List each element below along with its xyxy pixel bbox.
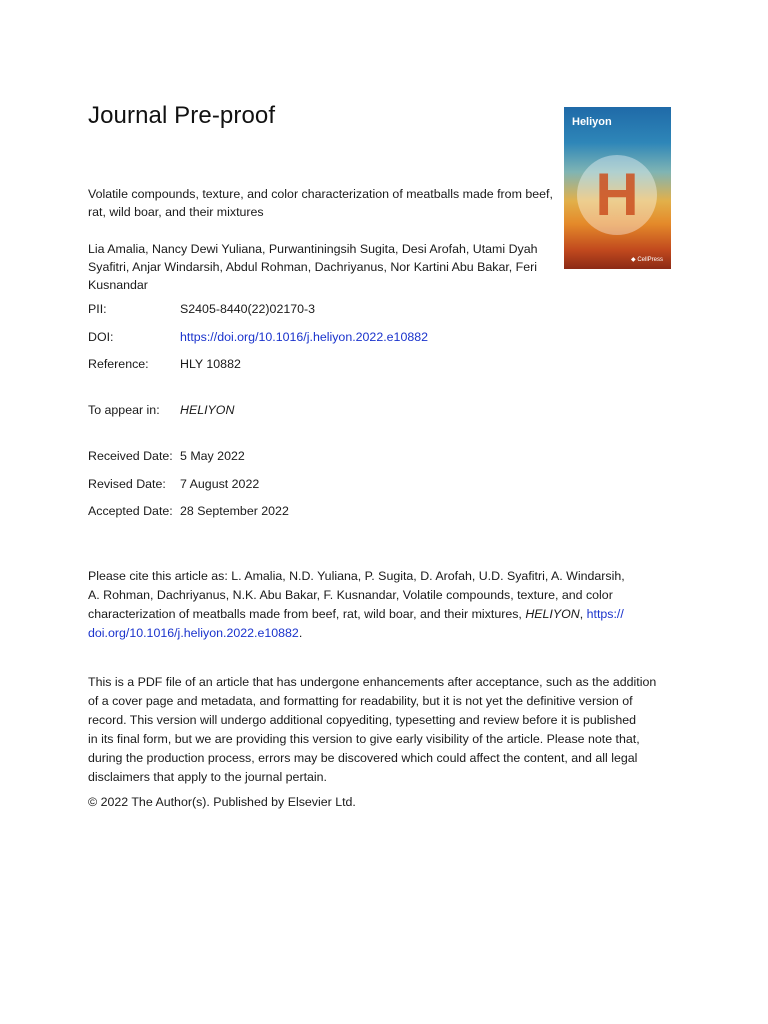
citation-text: characterization of meatballs made from beef, rat, wild boar, and their mixtures, [88, 607, 526, 621]
pii-row [88, 300, 315, 318]
article-title-line: rat, wild boar, and their mixtures [88, 205, 264, 219]
doi-link[interactable]: https://doi.org/10.1016/j.heliyon.2022.e10882 [180, 330, 429, 344]
article-title-line: Volatile compounds, texture, and color characterization of meatballs made from beef, [88, 187, 553, 201]
citation-journal: HELIYON [525, 607, 580, 621]
citation-line: A. Rohman, Dachriyanus, N.K. Abu Bakar, F. Kusnandar, Volatile compounds, texture, and color [88, 588, 613, 602]
cover-logo-letter: H [595, 161, 639, 228]
preproof-notice [88, 673, 678, 787]
received-date-row [88, 447, 245, 465]
doi-row [88, 328, 428, 346]
citation-line [88, 624, 668, 643]
notice-line: record. This version will undergo additional copyediting, typesetting and review before it is published [88, 713, 637, 727]
appear-in-value: HELIYON [180, 403, 235, 417]
accepted-date-label: Accepted Date: [88, 504, 173, 518]
revised-date-value: 7 August 2022 [180, 477, 260, 491]
cover-publisher-logo: ◆ CellPress [631, 257, 663, 263]
citation-line [88, 605, 668, 624]
author-list [88, 240, 558, 294]
revised-date-row [88, 475, 259, 493]
pii-value: S2405-8440(22)02170-3 [180, 302, 316, 316]
citation-doi-link-start[interactable]: https:// [586, 607, 624, 621]
citation-end-period: . [298, 626, 303, 640]
journal-preproof-title: Journal Pre-proof [88, 102, 276, 129]
notice-line: disclaimers that apply to the journal pertain. [88, 770, 327, 784]
citation-line: Please cite this article as: L. Amalia, N.D. Yuliana, P. Sugita, D. Arofah, U.D. Syafitri, A. Windarsih, [88, 569, 625, 583]
copyright-notice: © 2022 The Author(s). Published by Elsevier Ltd. [88, 795, 356, 809]
journal-cover-image [564, 107, 671, 269]
reference-label: Reference: [88, 357, 149, 371]
author-line: Lia Amalia, Nancy Dewi Yuliana, Purwantiningsih Sugita, Desi Arofah, Utami Dyah [88, 242, 538, 256]
appear-in-label: To appear in: [88, 403, 160, 417]
notice-line: during the production process, errors may be discovered which could affect the content, and all legal [88, 751, 638, 765]
accepted-date-value: 28 September 2022 [180, 504, 289, 518]
notice-line: of a cover page and metadata, and formatting for readability, but it is not yet the definitive version of [88, 694, 633, 708]
citation-separator: , [579, 607, 587, 621]
appear-in-row [88, 401, 234, 419]
article-title [88, 185, 558, 221]
pii-label: PII: [88, 302, 107, 316]
cover-journal-name: Heliyon [572, 116, 612, 128]
notice-line: in its final form, but we are providing this version to give early visibility of the article. Please note that, [88, 732, 640, 746]
author-line: Syafitri, Anjar Windarsih, Abdul Rohman, Dachriyanus, Nor Kartini Abu Bakar, Feri [88, 260, 538, 274]
received-date-label: Received Date: [88, 449, 173, 463]
notice-line: This is a PDF file of an article that has undergone enhancements after acceptance, such as the addition [88, 675, 657, 689]
reference-row [88, 355, 241, 373]
revised-date-label: Revised Date: [88, 477, 166, 491]
accepted-date-row [88, 502, 289, 520]
doi-label: DOI: [88, 330, 114, 344]
author-line: Kusnandar [88, 278, 148, 292]
reference-value: HLY 10882 [180, 357, 241, 371]
received-date-value: 5 May 2022 [180, 449, 245, 463]
citation-doi-link-end[interactable]: doi.org/10.1016/j.heliyon.2022.e10882 [88, 626, 299, 640]
citation-paragraph [88, 567, 668, 643]
